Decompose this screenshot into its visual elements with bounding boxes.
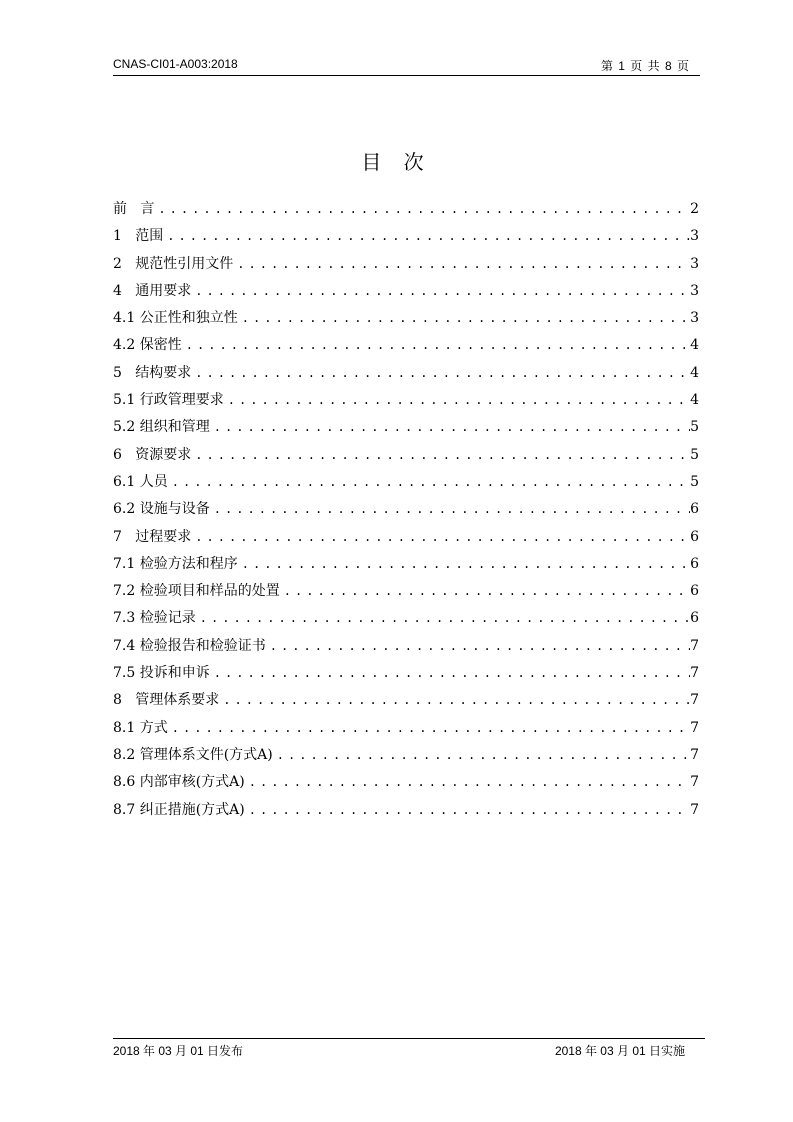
toc-entry[interactable] [113, 689, 699, 716]
toc-entry[interactable] [113, 444, 699, 471]
dot-leader [191, 362, 690, 384]
toc-entry-label: 7.3 检验记录 [113, 610, 196, 627]
dot-leader [280, 580, 690, 602]
toc-entry-label: 5.2 组织和管理 [113, 419, 210, 436]
dot-leader [163, 225, 690, 247]
toc-entry-page-number: 3 [690, 310, 699, 327]
toc-entry-label: 7.4 检验报告和检验证书 [113, 637, 266, 654]
toc-entry[interactable] [113, 362, 699, 389]
toc-entry-label: 2 规范性引用文件 [113, 255, 234, 272]
toc-entry-page-number: 6 [690, 610, 699, 627]
toc-entry[interactable] [113, 635, 699, 662]
dot-leader [219, 689, 690, 711]
dot-leader [224, 389, 690, 411]
toc-entry[interactable] [113, 334, 699, 361]
dot-leader [191, 280, 690, 302]
toc-entry-page-number: 5 [690, 419, 699, 436]
toc-entry-label: 8.7 纠正措施(方式A) [113, 801, 245, 818]
dot-leader [154, 198, 690, 220]
toc-entry-label: 5 结构要求 [113, 364, 192, 381]
toc-entry-page-number: 5 [690, 473, 699, 490]
toc-entry-page-number: 2 [690, 201, 699, 217]
toc-entry[interactable] [113, 471, 699, 498]
dot-leader [238, 553, 690, 575]
dot-leader [238, 307, 690, 329]
dot-leader [182, 334, 690, 356]
toc-entry-label: 7.2 检验项目和样品的处置 [113, 583, 280, 600]
toc-entry-label: 8.2 管理体系文件(方式A) [113, 746, 273, 763]
toc-entry-page-number: 6 [690, 583, 699, 600]
implement-date: 2018 年 03 月 01 日实施 [554, 1044, 685, 1058]
toc-entry[interactable] [113, 389, 699, 416]
dot-leader [196, 607, 690, 629]
toc-entry[interactable] [113, 253, 699, 280]
document-code: CNAS-CI01-A003:2018 [113, 57, 238, 71]
dot-leader [233, 253, 690, 275]
dot-leader [245, 799, 690, 821]
toc-entry[interactable] [113, 280, 699, 307]
dot-leader [210, 498, 690, 520]
toc-entry-page-number: 6 [690, 555, 699, 572]
toc-entry[interactable] [113, 580, 699, 607]
toc-entry-label: 6.2 设施与设备 [113, 501, 210, 518]
toc-entry[interactable] [113, 662, 699, 689]
toc-entry-label: 4.2 保密性 [113, 337, 182, 354]
toc-entry-page-number: 7 [690, 801, 699, 818]
toc-entry-page-number: 3 [690, 228, 699, 245]
toc-entry-label: 前 言 [113, 201, 155, 217]
dot-leader [191, 526, 690, 548]
toc-entry[interactable] [113, 607, 699, 634]
toc-entry-page-number: 4 [690, 337, 699, 354]
toc-entry-page-number: 4 [690, 392, 699, 409]
toc-entry-label: 7 过程要求 [113, 528, 192, 545]
toc-entry-page-number: 3 [690, 255, 699, 272]
toc-entry-label: 7.1 检验方法和程序 [113, 555, 238, 572]
toc-entry-label: 6 资源要求 [113, 446, 192, 463]
dot-leader [168, 717, 690, 739]
toc-entry[interactable] [113, 198, 699, 225]
toc-entry-page-number: 7 [690, 746, 699, 763]
toc-entry-label: 5.1 行政管理要求 [113, 392, 224, 409]
toc-entry-page-number: 4 [690, 364, 699, 381]
toc-entry[interactable] [113, 307, 699, 334]
toc-entry[interactable] [113, 526, 699, 553]
toc-entry-page-number: 7 [690, 692, 699, 709]
page-header [113, 55, 700, 76]
toc-entry-page-number: 6 [690, 501, 699, 518]
toc-entry-label: 4.1 公正性和独立性 [113, 310, 238, 327]
toc-entry[interactable] [113, 553, 699, 580]
toc-entry-page-number: 3 [690, 282, 699, 299]
toc-entry-page-number: 7 [690, 719, 699, 736]
toc-entry-label: 7.5 投诉和申诉 [113, 665, 210, 682]
toc-entry[interactable] [113, 498, 699, 525]
dot-leader [210, 662, 690, 684]
toc-entry-page-number: 7 [690, 774, 699, 791]
publish-date: 2018 年 03 月 01 日发布 [113, 1044, 244, 1058]
toc-entry-label: 4 通用要求 [113, 282, 192, 299]
dot-leader [273, 744, 690, 766]
dot-leader [168, 471, 690, 493]
toc-entry-page-number: 7 [690, 665, 699, 682]
toc-entry-label: 8.1 方式 [113, 719, 168, 736]
dot-leader [245, 771, 690, 793]
table-of-contents [113, 198, 699, 826]
toc-entry[interactable] [113, 799, 699, 826]
toc-entry-page-number: 5 [690, 446, 699, 463]
page-title: 目 次 [361, 150, 432, 174]
toc-entry-page-number: 6 [690, 528, 699, 545]
dot-leader [266, 635, 690, 657]
dot-leader [210, 416, 690, 438]
page-footer [113, 1038, 705, 1058]
toc-entry[interactable] [113, 717, 699, 744]
toc-entry-label: 8 管理体系要求 [113, 692, 220, 709]
page-number-info: 第 1 页 共 8 页 [600, 59, 690, 73]
toc-entry[interactable] [113, 416, 699, 443]
dot-leader [191, 444, 690, 466]
toc-entry-page-number: 7 [690, 637, 699, 654]
toc-entry[interactable] [113, 744, 699, 771]
toc-entry-label: 6.1 人员 [113, 473, 168, 490]
toc-entry-label: 8.6 内部审核(方式A) [113, 774, 245, 791]
toc-entry[interactable] [113, 225, 699, 252]
toc-entry[interactable] [113, 771, 699, 798]
toc-entry-label: 1 范围 [113, 228, 164, 245]
